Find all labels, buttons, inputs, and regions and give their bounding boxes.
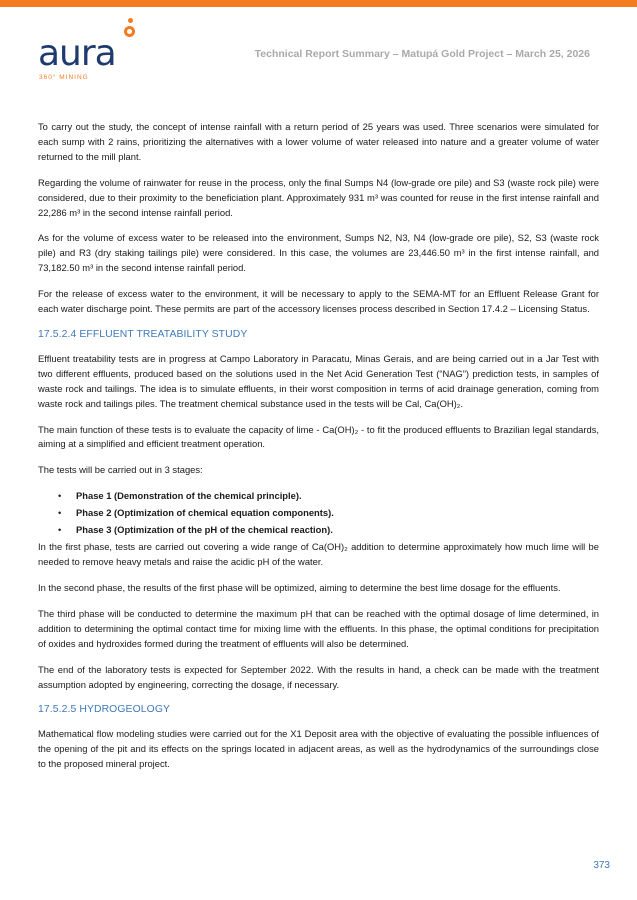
paragraph: Mathematical flow modeling studies were carried out for the X1 Deposit area with the objective of evaluating the possible influences of the opening of the pit and its effects on the springs located in adjacent areas, as well as the hydrodynamics of the surroundings close to the proposed mineral project. (38, 728, 599, 770)
section-heading-hydrogeology: 17.5.2.5 HYDROGEOLOGY (38, 704, 171, 716)
bullet-icon: • (58, 507, 62, 519)
list-item (58, 523, 599, 537)
paragraph: For the release of excess water to the environment, it will be necessary to apply to the SEMA-MT for an Effluent Release Grant for each water discharge point. These permits are part of the accessory licenses process described in Section 17.4.2 – Licensing Status. (38, 288, 599, 315)
logo-wordmark: aura (38, 33, 116, 74)
paragraph: Regarding the volume of rainwater for reuse in the process, only the final Sumps N4 (low-grade ore pile) and S3 (waste rock pile) were considered, due to their proximity to the beneficiation plant. Approximately 931 m³ was counted for reuse in the first intense rainfall and 22,286 m³ in the second intense rainfall period. (38, 176, 599, 218)
paragraph: In the first phase, tests are carried out covering a wide range of Ca(OH)₂ addition to determine approximately how much lime will be needed to remove heavy metals and raise the acidic pH of the water. (38, 541, 599, 568)
logo-dot-icon (128, 18, 133, 23)
section-heading-effluent-treatability: 17.5.2.4 EFFLUENT TREATABILITY STUDY (38, 328, 248, 340)
top-accent-bar (0, 0, 637, 7)
phase-list (38, 489, 599, 537)
paragraph: The tests will be carried out in 3 stages: (38, 464, 203, 476)
report-header-title: Technical Report Summary – Matupá Gold Project – March 25, 2026 (254, 48, 590, 60)
list-item (58, 506, 599, 520)
list-item-text: Phase 2 (Optimization of chemical equation components). (76, 507, 334, 519)
paragraph: Effluent treatability tests are in progress at Campo Laboratory in Paracatu, Minas Gerais, and are being carried out in a Jar Test with two different effluents, produced based on the solutions used in the Net Acid Generation Test (“NAG”) prediction tests, in samples of waste rock and tailings. The idea is to simulate effluents, in their worst composition in terms of acid drainage generation, coming from waste rock and tailings piles. The treatment chemical substance used in the tests will be Cal, Ca(OH)₂. (38, 352, 599, 409)
bullet-icon: • (58, 524, 62, 536)
paragraph: To carry out the study, the concept of intense rainfall with a return period of 25 years was used. Three scenarios were simulated for each sump with 2 rains, prioritizing the alternatives with a lower volume of water released into nature and a greater volume of water returned to the mill plant. (38, 121, 599, 162)
list-item-text: Phase 3 (Optimization of the pH of the chemical reaction). (76, 524, 333, 536)
paragraph: In the second phase, the results of the first phase will be optimized, aiming to determine the best lime dosage for the effluents. (38, 582, 561, 594)
company-logo (38, 22, 158, 84)
paragraph: The main function of these tests is to evaluate the capacity of lime - Ca(OH)₂ - to fit the produced effluents to Brazilian legal standards, aiming at a simplified and efficient treatment operation. (38, 423, 599, 450)
page-number: 373 (593, 860, 610, 871)
paragraph: The third phase will be conducted to determine the maximum pH that can be reached with the optimal dosage of lime determined, in addition to determining the optimal contact time for mixing lime with the effluents. In this phase, the optimal conditions for precipitation of oxides and hydroxides formed during the treatment of effluents will also be determined. (38, 607, 599, 649)
list-item-text: Phase 1 (Demonstration of the chemical principle). (76, 490, 302, 502)
logo-tagline: 360° MINING (39, 74, 89, 81)
paragraph: As for the volume of excess water to be released into the environment, Sumps N2, N3, N4 (low-grade ore pile), S2, S3 (waste rock pile) and R3 (dry staking tailings pile) were considered. In this case, the volumes are 23,446.50 m³ in the first intense rainfall, and 73,182.50 m³ in the second intense rainfall period. (38, 232, 599, 274)
bullet-icon: • (58, 490, 62, 502)
list-item (58, 489, 599, 503)
logo-ring-icon (124, 26, 135, 37)
document-body (38, 120, 599, 783)
paragraph: The end of the laboratory tests is expected for September 2022. With the results in hand, a check can be made with the treatment assumption adopted by engineering, correcting the dosage, if necessary. (38, 663, 599, 690)
